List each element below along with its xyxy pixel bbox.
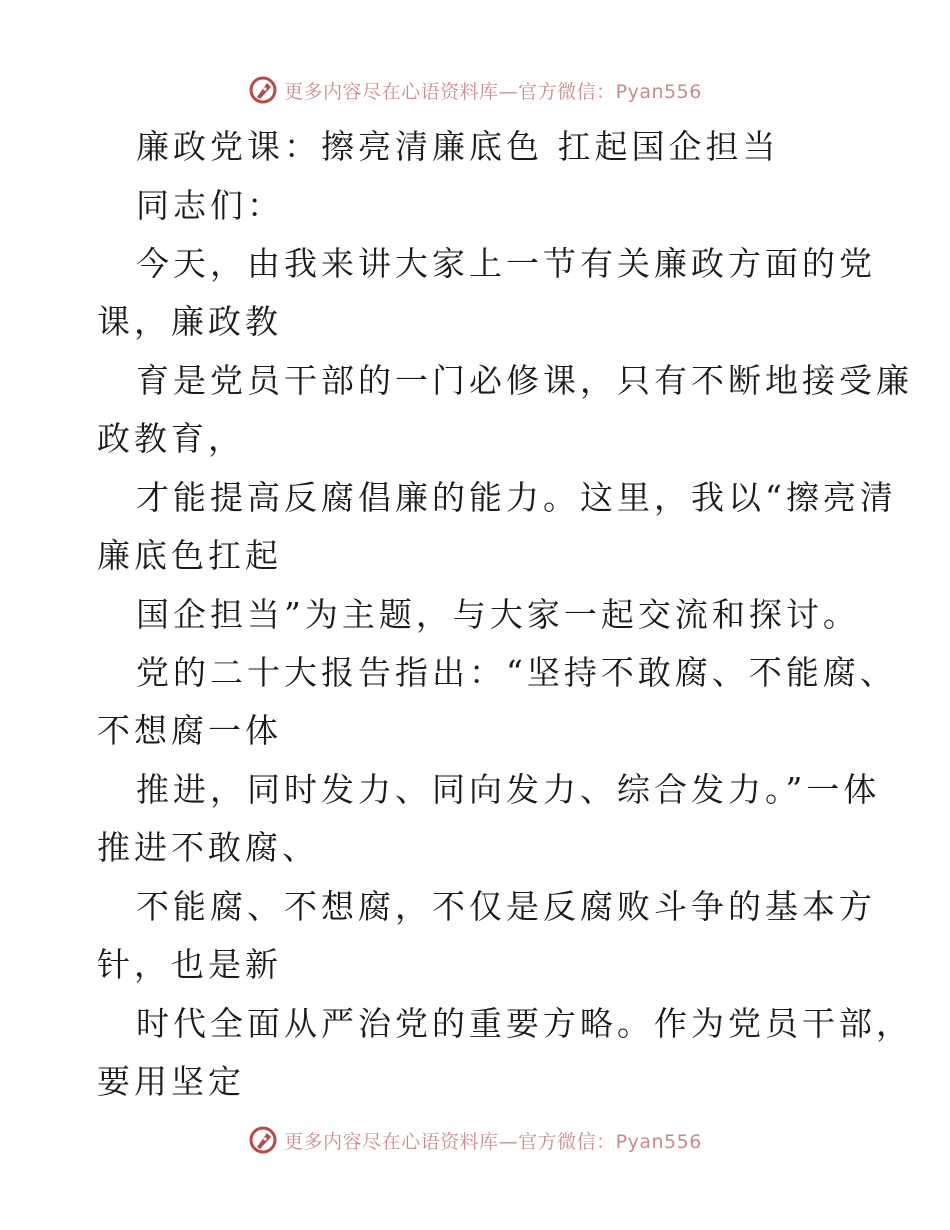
paragraph-line: 要用坚定 (97, 1062, 245, 1101)
paragraph-line: 今天，由我来讲大家上一节有关廉政方面的党 (136, 244, 876, 283)
paragraph-line: 育是党员干部的一门必修课，只有不断地接受廉 (136, 361, 913, 400)
salutation: 同志们： (136, 186, 284, 225)
pen-nib-circle-icon (248, 1125, 278, 1155)
paragraph-line: 不能腐、不想腐，不仅是反腐败斗争的基本方 (136, 887, 876, 926)
paragraph-line: 党的二十大报告指出：“坚持不敢腐、不能腐、 (136, 653, 897, 692)
pen-nib-circle-icon (248, 75, 278, 105)
paragraph-line: 国企担当”为主题，与大家一起交流和探讨。 (136, 595, 860, 634)
footer-banner (0, 1120, 950, 1160)
paragraph-line: 不想腐一体 (97, 711, 282, 750)
footer-banner-text: 更多内容尽在心语资料库—官方微信：Pyan556 (284, 1130, 702, 1153)
paragraph-line: 推进不敢腐、 (97, 828, 319, 867)
header-banner (0, 70, 950, 110)
header-banner-text: 更多内容尽在心语资料库—官方微信：Pyan556 (284, 80, 702, 103)
paragraph-line: 廉底色扛起 (97, 536, 282, 575)
paragraph-line: 时代全面从严治党的重要方略。作为党员干部， (136, 1004, 913, 1043)
document-title: 廉政党课：擦亮清廉底色 扛起国企担当 (136, 127, 780, 166)
paragraph-line: 推进，同时发力、同向发力、综合发力。”一体 (136, 770, 881, 809)
paragraph-line: 政教育， (97, 419, 245, 458)
paragraph-line: 课，廉政教 (97, 302, 282, 341)
paragraph-line: 针，也是新 (97, 945, 282, 984)
paragraph-line: 才能提高反腐倡廉的能力。这里，我以“擦亮清 (136, 478, 897, 517)
